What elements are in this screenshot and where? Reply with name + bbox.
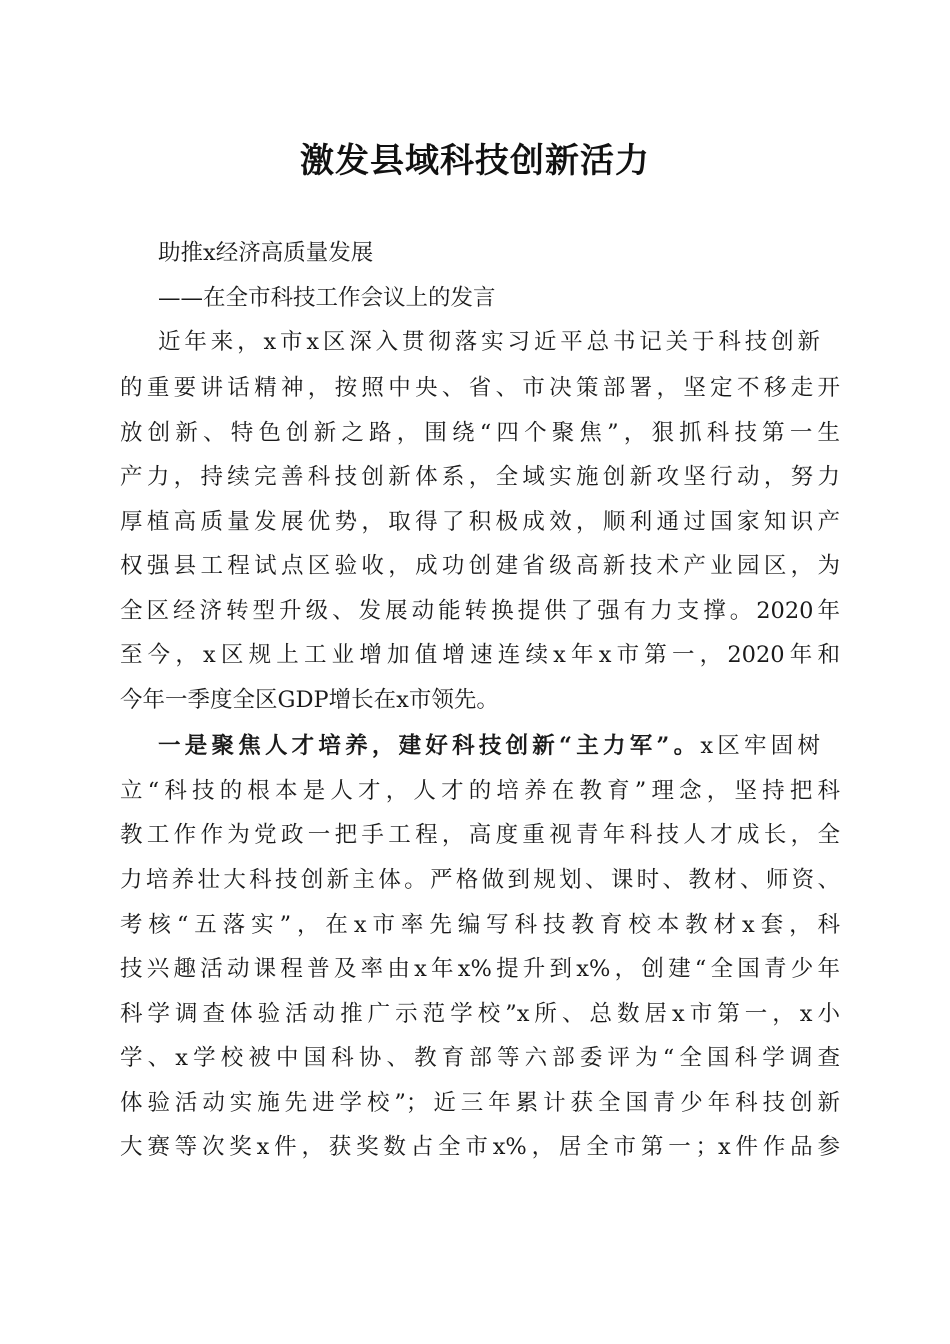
document-subtitle: 助推x经济高质量发展 — [158, 240, 374, 266]
paragraph2-line: 教工作作为党政一把手工程，高度重视青年科技人才成长，全 — [120, 822, 840, 848]
paragraph2-line: 学、x学校被中国科协、教育部等六部委评为“全国科学调查 — [120, 1045, 840, 1071]
document-byline: ——在全市科技工作会议上的发言 — [158, 285, 496, 311]
paragraph1-line: 产力，持续完善科技创新体系，全域实施创新攻坚行动，努力 — [120, 464, 840, 490]
paragraph2-line: 技兴趣活动课程普及率由x年x%提升到x%，创建“全国青少年 — [120, 956, 840, 982]
paragraph2-first-line — [158, 731, 820, 761]
paragraph2-line: 立“科技的根本是人才，人才的培养在教育”理念，坚持把科 — [120, 778, 840, 804]
paragraph1-line: 厚植高质量发展优势，取得了积极成效，顺利通过国家知识产 — [120, 509, 840, 535]
paragraph1-line: 放创新、特色创新之路，围绕“四个聚焦”，狠抓科技第一生 — [120, 420, 840, 446]
paragraph1-line: 今年一季度全区GDP增长在x市领先。 — [120, 687, 499, 713]
paragraph2-line: 力培养壮大科技创新主体。严格做到规划、课时、教材、师资、 — [120, 867, 840, 893]
paragraph2-first-rest: x区牢固树 — [700, 733, 820, 759]
paragraph1-line: 的重要讲话精神，按照中央、省、市决策部署，坚定不移走开 — [120, 375, 840, 401]
paragraph2-line: 大赛等次奖x件，获奖数占全市x%，居全市第一；x件作品参 — [120, 1134, 840, 1160]
paragraph2-line: 体验活动实施先进学校”；近三年累计获全国青少年科技创新 — [120, 1090, 840, 1116]
paragraph2-line: 考核“五落实”，在x市率先编写科技教育校本教材x套，科 — [120, 912, 840, 938]
document-title: 激发县域科技创新活力 — [300, 141, 650, 181]
paragraph1-line: 全区经济转型升级、发展动能转换提供了强有力支撑。2020年 — [120, 598, 840, 624]
paragraph1-line: 近年来，x市x区深入贯彻落实习近平总书记关于科技创新 — [158, 329, 820, 355]
paragraph2-heading: 一是聚焦人才培养，建好科技创新“主力军”。 — [158, 733, 701, 759]
paragraph1-line: 权强县工程试点区验收，成功创建省级高新技术产业园区，为 — [120, 553, 840, 579]
paragraph2-line: 科学调查体验活动推广示范学校”x所、总数居x市第一，x小 — [120, 1001, 840, 1027]
paragraph1-line: 至今，x区规上工业增加值增速连续x年x市第一，2020年和 — [120, 642, 840, 668]
